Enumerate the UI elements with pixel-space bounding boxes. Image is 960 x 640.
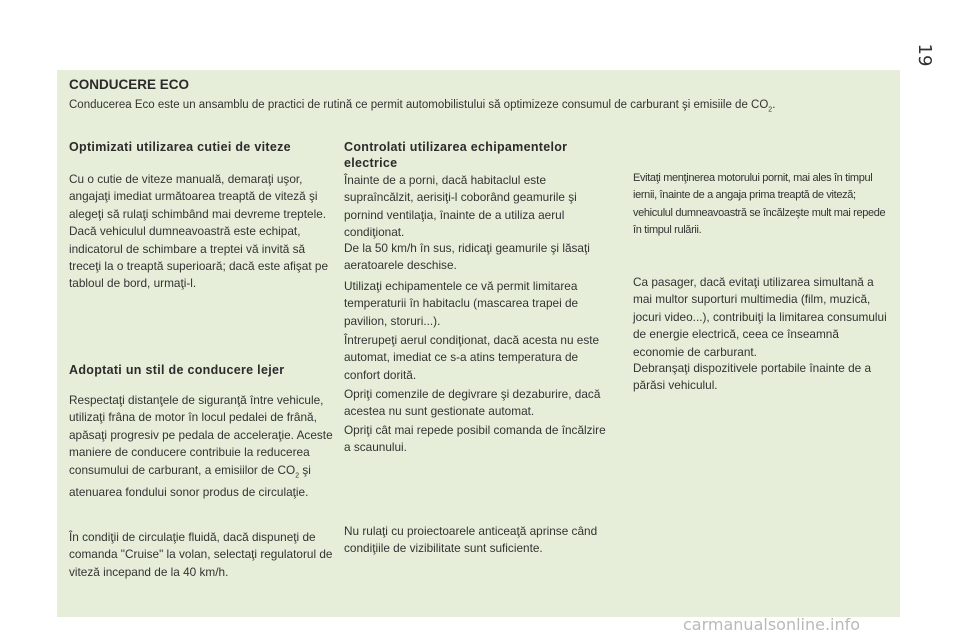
paragraph-fog-lights: Nu rulaţi cu proiectoarele anticeaţă aprinse când condiţiile de vizibilitate sunt suficiente. [344,524,598,556]
paragraph-cruise: În condiţii de circulaţie fluidă, dacă dispuneţi de comanda "Cruise" la volan, selectaţi regulatorul de viteză incepand de la 40 km/h. [69,530,333,579]
paragraph-electrical-3: Utilizaţi echipamentele ce vă permit limitarea temperaturii în habitaclu (mascarea trapei de pavilion, storuri...). [344,279,579,328]
paragraph-electrical-2: De la 50 km/h în sus, ridicaţi geamurile şi lăsaţi aeratoarele deschise. [344,241,590,273]
heading-gearbox: Optimizati utilizarea cutiei de viteze [69,140,291,154]
paragraph-unplug-devices: Debranşaţi dispozitivele portabile înainte de a părăsi vehiculul. [633,361,872,393]
paragraph-multimedia: Ca pasager, dacă evitaţi utilizarea simultană a mai multor suporturi multimedia (film, muzică, jocuri video...), contribuiţi la limitarea consumului de energie electrică, ceea ce înseamnă economie de carburant. [633,275,887,359]
paragraph-electrical-1: Înainte de a porni, dacă habitaclul este supraîncălzit, aerisiţi-l coborând geamurile şi pornind ventilaţia, înainte de a utiliza aerul condiţionat. [344,173,577,240]
heading-driving-style: Adoptati un stil de conducere lejer [69,363,285,377]
paragraph-engine-idle: Evitaţi menţinerea motorului pornit, mai ales în timpul iernii, înainte de a angaja prima treaptă de viteză; vehiculul dumneavoastră se încălzeşte mult mai repede în timpul rulării. [633,172,886,237]
page-number: 19 [914,43,935,67]
eco-driving-panel [57,70,900,617]
heading-electrical: Controlati utilizarea echipamentelor electrice [344,140,568,170]
paragraph-electrical-5: Opriţi comenzile de degivrare şi dezaburire, dacă acestea nu sunt gestionate automat. [344,387,601,419]
paragraph-driving-style: Respectaţi distanţele de siguranţă între vehicule, utilizaţi frâna de motor în locul pedalei de frână, apăsaţi progresiv pe pedala de acceleraţie. Aceste maniere de conducere contribuie la reducerea consumului de carburant, a emisiilor de $CO_2$ şi atenuarea fondului sonor produs de circulaţie. [69,393,333,500]
watermark: carmanualsonline.info [683,615,861,634]
paragraph-electrical-4: Întrerupeţi aerul condiţionat, dacă acesta nu este automat, imediat ce s-a atins temperatura de confort dorită. [344,333,600,382]
section-intro: Conducerea Eco este un ansamblu de practici de rutină ce permit automobilistului să optimizeze consumul de carburant şi emisiile de $CO_2$. [69,99,776,114]
paragraph-gearbox: Cu o cutie de viteze manuală, demaraţi uşor, angajaţi imediat următoarea treaptă de viteză şi alegeţi să rulaţi schimbând mai devreme treptele. Dacă vehiculul dumneavoastră este echipat, indicatorul de schimbare a treptei vă invită să treceţi la o treaptă superioară; dacă este afişat pe tabloul de bord, urmaţi-l. [69,172,329,291]
paragraph-electrical-6: Opriţi cât mai repede posibil comanda de încălzire a scaunului. [344,423,606,455]
section-title: CONDUCERE ECO [69,77,190,92]
